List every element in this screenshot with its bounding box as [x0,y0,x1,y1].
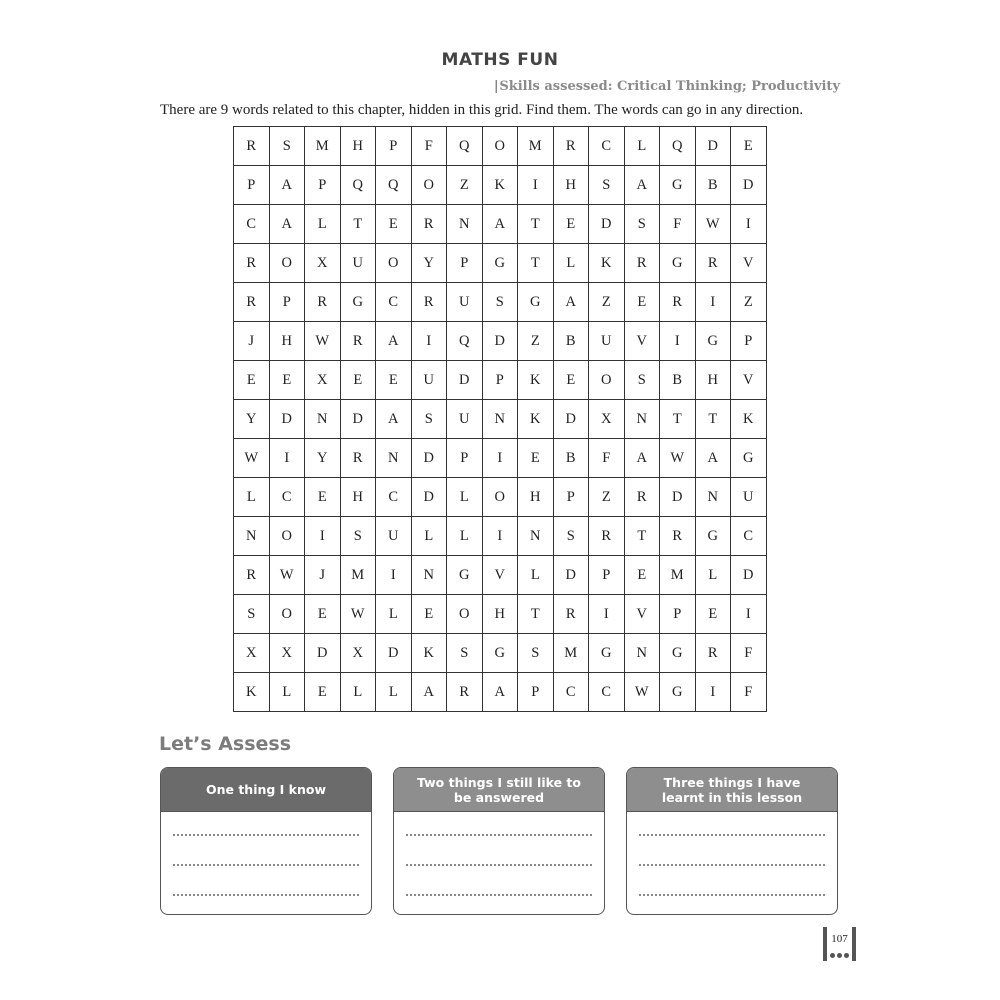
grid-cell[interactable]: R [553,595,589,634]
grid-cell[interactable]: D [660,478,696,517]
grid-cell[interactable]: H [553,166,589,205]
grid-cell[interactable]: K [411,634,447,673]
grid-cell[interactable]: L [553,244,589,283]
grid-cell[interactable]: Q [447,322,483,361]
grid-cell[interactable]: I [482,439,518,478]
grid-cell[interactable]: N [695,478,731,517]
skills-assessed [494,79,840,94]
grid-cell[interactable]: W [234,439,270,478]
grid-cell[interactable]: G [447,556,483,595]
grid-cell[interactable]: N [411,556,447,595]
grid-cell[interactable]: F [731,634,767,673]
writing-line[interactable] [173,894,359,896]
grid-cell[interactable]: Q [340,166,376,205]
writing-line[interactable] [406,834,592,836]
grid-cell[interactable]: R [660,283,696,322]
grid-cell[interactable]: P [447,244,483,283]
grid-cell[interactable]: A [482,205,518,244]
grid-cell[interactable]: S [411,400,447,439]
grid-cell[interactable]: H [269,322,305,361]
grid-cell[interactable]: T [518,595,554,634]
grid-cell[interactable]: Q [660,127,696,166]
grid-cell[interactable]: D [695,127,731,166]
page-title: MATHS FUN [441,50,559,70]
grid-row [234,283,767,322]
abacus-bead [830,953,835,958]
grid-cell[interactable]: L [269,673,305,712]
grid-cell[interactable]: T [624,517,660,556]
abacus-bead [837,953,842,958]
grid-cell[interactable]: P [269,283,305,322]
assess-card-header: Three things I have learnt in this lesson [627,768,837,812]
skills-text: Skills assessed: Critical Thinking; Productivity [499,79,840,94]
grid-cell[interactable]: K [731,400,767,439]
grid-cell[interactable]: N [518,517,554,556]
grid-row [234,673,767,712]
grid-row [234,400,767,439]
grid-cell[interactable]: R [340,439,376,478]
grid-cell[interactable]: M [305,127,341,166]
grid-cell[interactable]: E [376,205,412,244]
writing-line[interactable] [406,894,592,896]
grid-cell[interactable]: W [269,556,305,595]
grid-cell[interactable]: Z [447,166,483,205]
grid-cell[interactable]: G [660,634,696,673]
grid-cell[interactable]: C [376,478,412,517]
grid-cell[interactable]: G [695,517,731,556]
grid-cell[interactable]: R [234,556,270,595]
grid-cell[interactable]: I [376,556,412,595]
grid-cell[interactable]: O [589,361,625,400]
instructions-text: There are 9 words related to this chapter, hidden in this grid. Find them. The words can go in any direction. [160,102,804,118]
grid-cell[interactable]: B [553,439,589,478]
grid-cell[interactable]: G [660,166,696,205]
grid-cell[interactable]: U [589,322,625,361]
grid-cell[interactable]: E [553,205,589,244]
grid-cell[interactable]: O [411,166,447,205]
grid-cell[interactable]: W [660,439,696,478]
grid-cell[interactable]: G [482,244,518,283]
grid-cell[interactable]: P [234,166,270,205]
grid-cell[interactable]: Y [234,400,270,439]
grid-cell[interactable]: D [305,634,341,673]
grid-cell[interactable]: P [305,166,341,205]
grid-cell[interactable]: C [269,478,305,517]
grid-cell[interactable]: T [518,205,554,244]
grid-cell[interactable]: A [411,673,447,712]
grid-cell[interactable]: X [305,244,341,283]
grid-row [234,556,767,595]
assess-card-three-things [626,767,838,915]
grid-cell[interactable]: L [447,478,483,517]
page-number-abacus [823,927,856,961]
grid-cell[interactable]: O [269,517,305,556]
assess-card-two-things [393,767,605,915]
grid-cell[interactable]: K [518,361,554,400]
grid-cell[interactable]: Q [376,166,412,205]
writing-line[interactable] [639,864,825,866]
grid-cell[interactable]: K [234,673,270,712]
grid-cell[interactable]: W [305,322,341,361]
grid-cell[interactable]: L [411,517,447,556]
grid-cell[interactable]: G [731,439,767,478]
grid-cell[interactable]: H [695,361,731,400]
grid-cell[interactable]: R [234,127,270,166]
grid-cell[interactable]: V [731,244,767,283]
grid-row [234,166,767,205]
grid-cell[interactable]: N [305,400,341,439]
grid-cell[interactable]: T [518,244,554,283]
grid-cell[interactable]: H [340,478,376,517]
grid-cell[interactable]: S [340,517,376,556]
grid-cell[interactable]: S [518,634,554,673]
grid-cell[interactable]: N [624,634,660,673]
grid-cell[interactable]: E [305,673,341,712]
grid-cell[interactable]: R [305,283,341,322]
grid-row [234,244,767,283]
grid-cell[interactable]: S [624,205,660,244]
grid-cell[interactable]: U [411,361,447,400]
grid-cell[interactable]: D [447,361,483,400]
grid-cell[interactable]: R [695,634,731,673]
grid-cell[interactable]: F [660,205,696,244]
grid-cell[interactable]: U [340,244,376,283]
grid-cell[interactable]: L [518,556,554,595]
writing-line[interactable] [173,834,359,836]
grid-cell[interactable]: I [695,283,731,322]
grid-cell[interactable]: V [624,595,660,634]
grid-cell[interactable]: A [482,673,518,712]
grid-cell[interactable]: N [376,439,412,478]
skills-divider: | [493,79,499,94]
grid-cell[interactable]: J [305,556,341,595]
grid-cell[interactable]: M [340,556,376,595]
grid-cell[interactable]: A [376,400,412,439]
grid-cell[interactable]: V [482,556,518,595]
grid-cell[interactable]: L [447,517,483,556]
grid-cell[interactable]: P [518,673,554,712]
grid-cell[interactable]: Q [447,127,483,166]
grid-cell[interactable]: B [553,322,589,361]
grid-cell[interactable]: K [518,400,554,439]
grid-cell[interactable]: P [660,595,696,634]
grid-cell[interactable]: R [447,673,483,712]
grid-row [234,634,767,673]
grid-cell[interactable]: X [305,361,341,400]
grid-cell[interactable]: S [269,127,305,166]
grid-cell[interactable]: R [234,244,270,283]
writing-line[interactable] [639,894,825,896]
grid-cell[interactable]: N [482,400,518,439]
grid-cell[interactable]: P [482,361,518,400]
grid-cell[interactable]: Z [589,478,625,517]
grid-cell[interactable]: A [269,205,305,244]
grid-cell[interactable]: X [269,634,305,673]
grid-cell[interactable]: R [553,127,589,166]
grid-cell[interactable]: C [731,517,767,556]
grid-cell[interactable]: I [589,595,625,634]
grid-cell[interactable]: P [376,127,412,166]
grid-cell[interactable]: O [269,244,305,283]
grid-cell[interactable]: R [624,478,660,517]
grid-cell[interactable]: W [624,673,660,712]
grid-cell[interactable]: M [553,634,589,673]
grid-cell[interactable]: S [553,517,589,556]
grid-cell[interactable]: R [695,244,731,283]
grid-cell[interactable]: A [624,166,660,205]
grid-cell[interactable]: W [695,205,731,244]
grid-cell[interactable]: E [624,283,660,322]
writing-line[interactable] [639,834,825,836]
grid-cell[interactable]: N [624,400,660,439]
grid-cell[interactable]: P [553,478,589,517]
grid-cell[interactable]: R [624,244,660,283]
grid-cell[interactable]: P [731,322,767,361]
grid-cell[interactable]: O [269,595,305,634]
grid-cell[interactable]: E [269,361,305,400]
grid-cell[interactable]: A [269,166,305,205]
grid-cell[interactable]: F [411,127,447,166]
abacus-bead [844,953,849,958]
grid-cell[interactable]: K [589,244,625,283]
grid-cell[interactable]: W [340,595,376,634]
grid-cell[interactable]: L [376,673,412,712]
grid-cell[interactable]: D [340,400,376,439]
grid-cell[interactable]: H [340,127,376,166]
grid-cell[interactable]: S [447,634,483,673]
grid-cell[interactable]: X [589,400,625,439]
grid-cell[interactable]: V [624,322,660,361]
grid-cell[interactable]: O [482,478,518,517]
assess-card-header: Two things I still like to be answered [394,768,604,812]
grid-cell[interactable]: D [411,478,447,517]
grid-cell[interactable]: R [411,283,447,322]
grid-cell[interactable]: I [518,166,554,205]
grid-cell[interactable]: L [695,556,731,595]
grid-cell[interactable]: I [269,439,305,478]
grid-cell[interactable]: X [340,634,376,673]
grid-cell[interactable]: Y [411,244,447,283]
grid-cell[interactable]: K [482,166,518,205]
grid-cell[interactable]: C [376,283,412,322]
assess-card-one-thing [160,767,372,915]
grid-cell[interactable]: A [376,322,412,361]
grid-cell[interactable]: H [482,595,518,634]
grid-row [234,517,767,556]
grid-row [234,205,767,244]
grid-cell[interactable]: P [447,439,483,478]
grid-row [234,439,767,478]
grid-cell[interactable]: R [411,205,447,244]
grid-cell[interactable]: O [447,595,483,634]
grid-cell[interactable]: B [660,361,696,400]
grid-cell[interactable]: I [482,517,518,556]
grid-cell[interactable]: A [624,439,660,478]
grid-cell[interactable]: U [731,478,767,517]
grid-cell[interactable]: D [731,166,767,205]
grid-cell[interactable]: T [660,400,696,439]
grid-cell[interactable]: D [731,556,767,595]
grid-cell[interactable]: D [553,556,589,595]
grid-cell[interactable]: L [376,595,412,634]
grid-cell[interactable]: Z [589,283,625,322]
grid-cell[interactable]: V [731,361,767,400]
grid-cell[interactable]: E [234,361,270,400]
grid-cell[interactable]: C [553,673,589,712]
grid-row [234,127,767,166]
page-number: 107 [831,933,848,945]
grid-cell[interactable]: E [624,556,660,595]
grid-cell[interactable]: B [695,166,731,205]
grid-cell[interactable]: G [660,673,696,712]
grid-cell[interactable]: P [589,556,625,595]
grid-cell[interactable]: E [305,595,341,634]
grid-cell[interactable]: C [234,205,270,244]
grid-cell[interactable]: E [340,361,376,400]
grid-cell[interactable]: E [376,361,412,400]
grid-row [234,478,767,517]
grid-cell[interactable]: R [234,283,270,322]
grid-cell[interactable]: A [553,283,589,322]
grid-cell[interactable]: G [660,244,696,283]
grid-cell[interactable]: S [234,595,270,634]
grid-cell[interactable]: E [553,361,589,400]
grid-cell[interactable]: U [447,283,483,322]
lets-assess-heading: Let’s Assess [159,733,292,755]
grid-cell[interactable]: S [624,361,660,400]
grid-cell[interactable]: D [376,634,412,673]
word-search-grid [233,126,767,712]
grid-row [234,361,767,400]
grid-cell[interactable]: E [305,478,341,517]
grid-cell[interactable]: G [589,634,625,673]
writing-line[interactable] [173,864,359,866]
grid-cell[interactable]: I [305,517,341,556]
grid-cell[interactable]: U [376,517,412,556]
grid-cell[interactable]: E [695,595,731,634]
grid-cell[interactable]: D [269,400,305,439]
grid-cell[interactable]: N [234,517,270,556]
grid-cell[interactable]: Z [518,322,554,361]
grid-cell[interactable]: G [482,634,518,673]
grid-cell[interactable]: C [589,127,625,166]
grid-cell[interactable]: A [695,439,731,478]
grid-cell[interactable]: F [731,673,767,712]
grid-cell[interactable]: G [518,283,554,322]
grid-cell[interactable]: E [411,595,447,634]
grid-cell[interactable]: L [624,127,660,166]
grid-cell[interactable]: U [447,400,483,439]
grid-cell[interactable]: L [234,478,270,517]
grid-cell[interactable]: I [731,595,767,634]
grid-cell[interactable]: R [660,517,696,556]
grid-cell[interactable]: R [340,322,376,361]
grid-cell[interactable]: G [695,322,731,361]
grid-cell[interactable]: D [411,439,447,478]
grid-cell[interactable]: I [660,322,696,361]
grid-cell[interactable]: O [482,127,518,166]
grid-row [234,595,767,634]
grid-cell[interactable]: I [695,673,731,712]
grid-cell[interactable]: E [518,439,554,478]
grid-cell[interactable]: I [731,205,767,244]
grid-cell[interactable]: R [589,517,625,556]
grid-cell[interactable]: O [376,244,412,283]
grid-cell[interactable]: D [482,322,518,361]
writing-line[interactable] [406,864,592,866]
grid-cell[interactable]: M [660,556,696,595]
grid-cell[interactable]: T [340,205,376,244]
grid-cell[interactable]: G [340,283,376,322]
grid-cell[interactable]: C [589,673,625,712]
grid-cell[interactable]: D [553,400,589,439]
grid-cell[interactable]: Y [305,439,341,478]
grid-cell[interactable]: M [518,127,554,166]
grid-cell[interactable]: L [340,673,376,712]
grid-cell[interactable]: H [518,478,554,517]
grid-cell[interactable]: I [411,322,447,361]
grid-cell[interactable]: D [589,205,625,244]
grid-cell[interactable]: T [695,400,731,439]
grid-cell[interactable]: F [589,439,625,478]
grid-cell[interactable]: E [731,127,767,166]
grid-cell[interactable]: N [447,205,483,244]
grid-cell[interactable]: S [482,283,518,322]
grid-cell[interactable]: Z [731,283,767,322]
grid-cell[interactable]: J [234,322,270,361]
grid-cell[interactable]: L [305,205,341,244]
assess-card-header: One thing I know [161,768,371,812]
grid-cell[interactable]: S [589,166,625,205]
grid-cell[interactable]: X [234,634,270,673]
grid-row [234,322,767,361]
